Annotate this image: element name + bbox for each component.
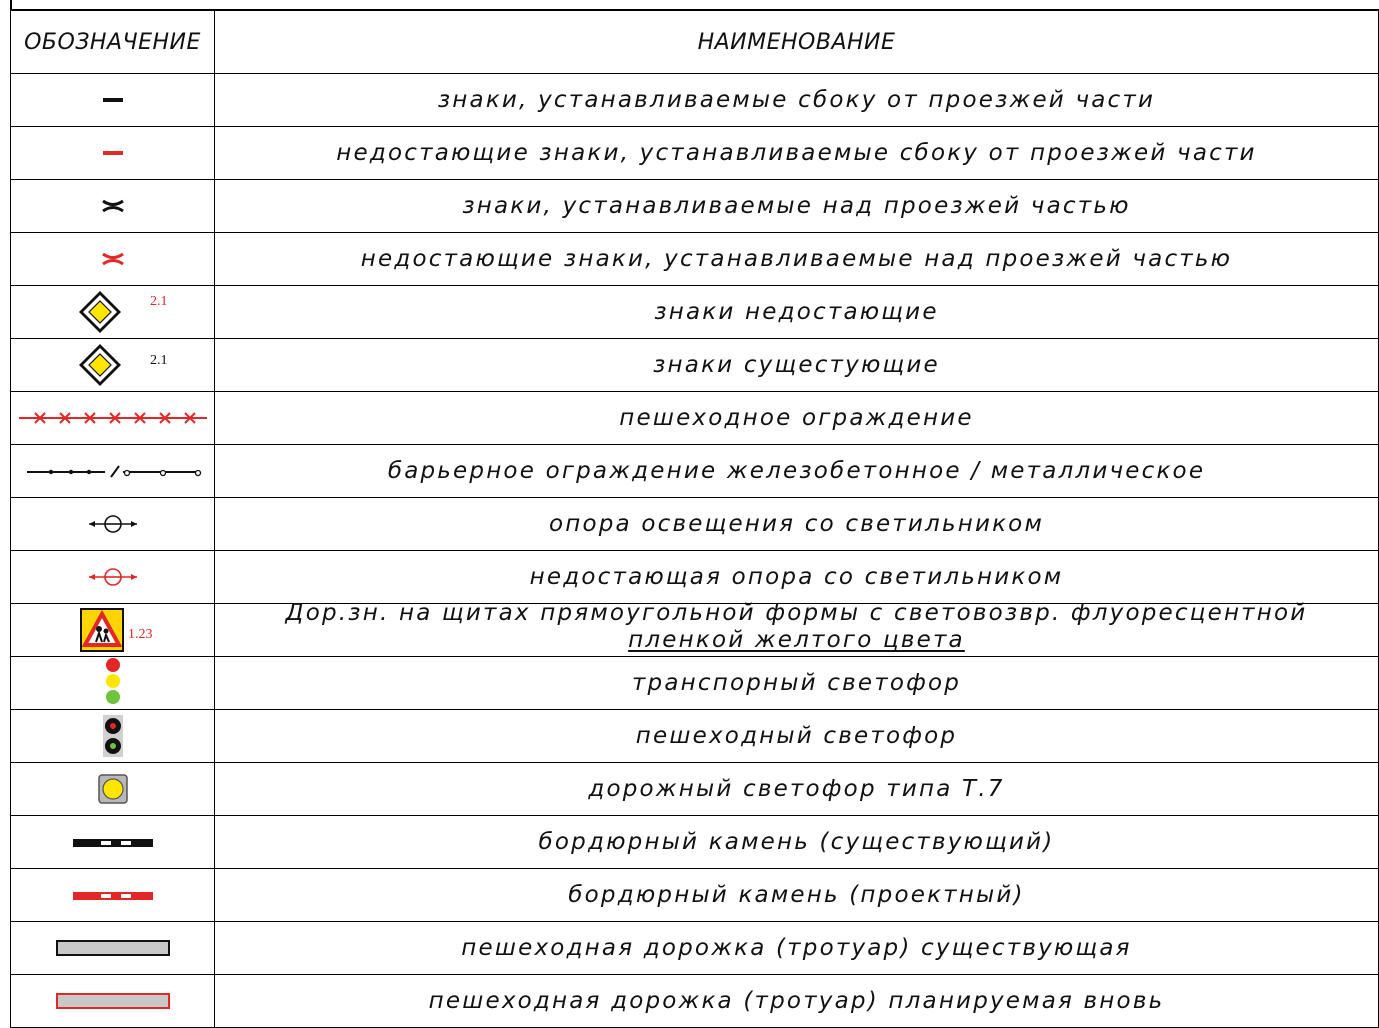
legend-item-name: пешеходное ограждение — [215, 392, 1379, 445]
legend-row — [11, 922, 1379, 975]
sidewalk-existing-icon — [55, 938, 171, 958]
legend-item-name: опора освещения со светильником — [215, 498, 1379, 551]
legend-row — [11, 445, 1379, 498]
legend-item-name: барьерное ограждение железобетонное / металлическое — [215, 445, 1379, 498]
pedestrian-fence-icon — [15, 408, 211, 428]
curb-project-icon — [71, 890, 155, 902]
children-warning-sign-icon — [79, 607, 125, 653]
legend-row — [11, 392, 1379, 445]
legend-item-name: знаки, устанавливаемые сбоку от проезжей части — [215, 74, 1379, 127]
legend-row — [11, 816, 1379, 869]
legend-row — [11, 604, 1379, 657]
legend-row — [11, 710, 1379, 763]
legend-item-name: транспорный светофор — [215, 657, 1379, 710]
legend-item-name — [215, 600, 1379, 657]
legend-row — [11, 74, 1379, 127]
barrier-fence-icon — [23, 461, 203, 481]
legend-row — [11, 127, 1379, 180]
header-name: НАИМЕНОВАНИЕ — [215, 11, 1379, 74]
legend-item-name: недостающая опора со светильником — [215, 551, 1379, 604]
legend-item-name: знаки недостающие — [215, 286, 1379, 339]
legend-item-name-line1: Дор.зн. на щитах прямоугольной формы с световозвр. флуоресцентной — [285, 600, 1308, 626]
pedestrian-traffic-light-icon — [101, 713, 125, 759]
red-overhead-sign-icon — [93, 249, 133, 269]
priority-road-sign-icon — [77, 342, 123, 388]
legend-row — [11, 498, 1379, 551]
sign-code: 1.23 — [128, 627, 153, 642]
t7-traffic-light-icon — [97, 773, 129, 805]
black-overhead-sign-icon — [93, 196, 133, 216]
light-pole-missing-icon — [83, 565, 143, 589]
light-pole-icon — [83, 512, 143, 536]
sidewalk-planned-icon — [55, 991, 171, 1011]
legend-item-name-line2: пленкой желтого цвета — [628, 627, 965, 653]
legend-row — [11, 286, 1379, 339]
priority-road-sign-red-label-icon — [77, 289, 123, 335]
legend-item-name: пешеходная дорожка (тротуар) существующая — [215, 922, 1379, 975]
legend-item-name: знаки, устанавливаемые над проезжей частью — [215, 180, 1379, 233]
legend-item-name: бордюрный камень (проектный) — [215, 869, 1379, 922]
legend-row — [11, 975, 1379, 1028]
legend-item-name: пешеходная дорожка (тротуар) планируемая вновь — [215, 975, 1379, 1028]
legend-item-name: недостающие знаки, устанавливаемые сбоку от проезжей части — [215, 127, 1379, 180]
black-dash-icon — [93, 90, 133, 110]
legend-row — [11, 869, 1379, 922]
legend-item-name: бордюрный камень (существующий) — [215, 816, 1379, 869]
sign-code: 2.1 — [150, 353, 168, 368]
legend-item-name: знаки сущестующие — [215, 339, 1379, 392]
legend-item-name: недостающие знаки, устанавливаемые над проезжей частью — [215, 233, 1379, 286]
sign-code: 2.1 — [150, 294, 168, 309]
legend-table — [10, 10, 1379, 1028]
legend-item-name: пешеходный светофор — [215, 710, 1379, 763]
header-symbol: ОБОЗНАЧЕНИЕ — [11, 11, 215, 74]
legend-row — [11, 233, 1379, 286]
legend-item-name: дорожный светофор типа Т.7 — [215, 763, 1379, 816]
legend-row — [11, 339, 1379, 392]
vehicle-traffic-light-icon — [103, 657, 123, 709]
curb-existing-icon — [71, 837, 155, 849]
red-dash-icon — [93, 143, 133, 163]
legend-row — [11, 657, 1379, 710]
legend-header-row — [11, 11, 1379, 74]
legend-row — [11, 551, 1379, 604]
legend-row — [11, 180, 1379, 233]
legend-row — [11, 763, 1379, 816]
